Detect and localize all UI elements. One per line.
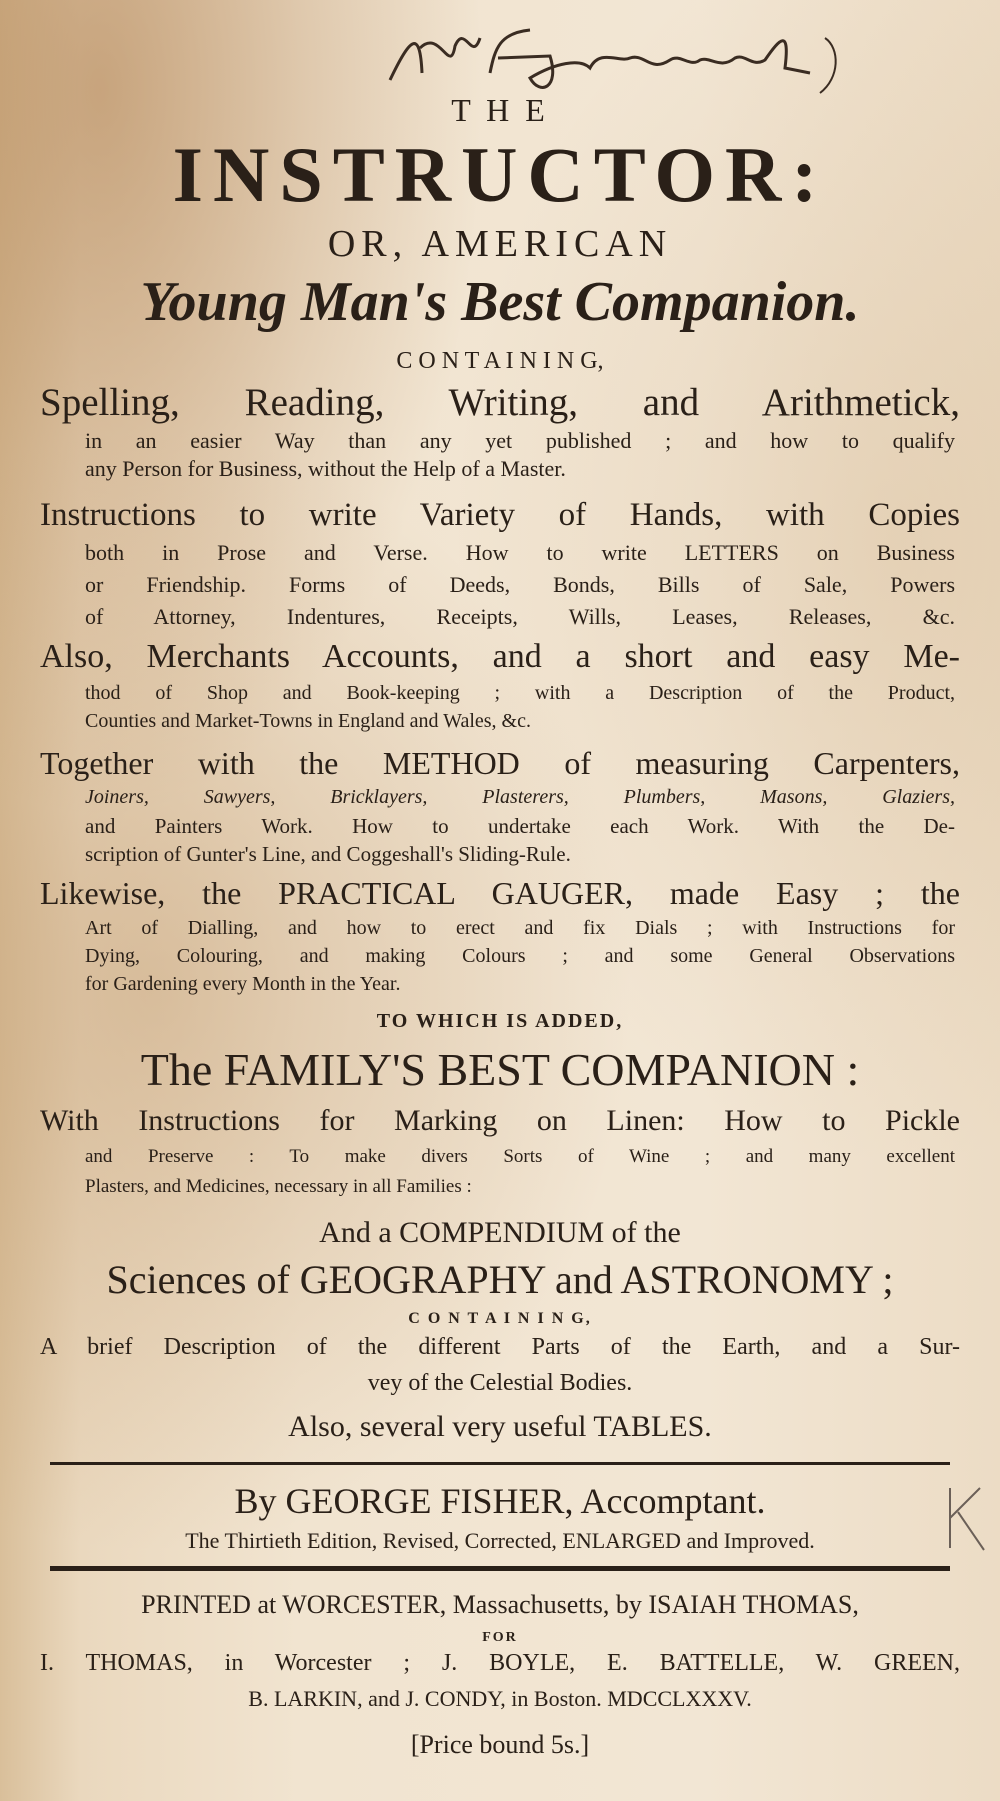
- imprint-sellers-2: B. LARKIN, and J. CONDY, in Boston. MDCCLXXXV.: [248, 1686, 752, 1711]
- added-line-3: Plasters, and Medicines, necessary in all Families :: [85, 1176, 472, 1197]
- section-1-line-2: any Person for Business, without the Help of a Master.: [85, 456, 566, 481]
- compendium-line: And a COMPENDIUM of the: [319, 1216, 681, 1249]
- title-the: T H E: [451, 92, 549, 128]
- section-5-line-3: for Gardening every Month in the Year.: [85, 973, 401, 995]
- title-or-american: OR, AMERICAN: [327, 223, 673, 265]
- containing-small-heading: C O N T A I N I N G,: [408, 1310, 592, 1327]
- section-2-line-3: of Attorney, Indentures, Receipts, Wills, Leases, Releases, &c.: [85, 604, 955, 629]
- section-5-line-2: Dying, Colouring, and making Colours ; and some General Observations: [85, 945, 955, 967]
- containing-heading: C O N T A I N I N G,: [396, 348, 604, 374]
- imprint-printed: PRINTED at WORCESTER, Massachusetts, by ISAIAH THOMAS,: [141, 1590, 859, 1619]
- section-5-line-1: Art of Dialling, and how to erect and fix Dials ; with Instructions for: [85, 917, 955, 939]
- brief-line-2: vey of the Celestial Bodies.: [367, 1370, 633, 1396]
- section-3-line-2: Counties and Market-Towns in England and Wales, &c.: [85, 710, 531, 732]
- subtitle: Young Man's Best Companion.: [140, 271, 860, 333]
- section-4-heading: Together with the METHOD of measuring Carpenters,: [40, 745, 960, 781]
- pencil-mark-k: [940, 1478, 990, 1558]
- family-title: The FAMILY'S BEST COMPANION :: [140, 1044, 860, 1095]
- imprint-for: FOR: [482, 1630, 518, 1645]
- section-1-line-1: in an easier Way than any yet published ; and how to qualify: [85, 428, 955, 453]
- tables-line: Also, several very useful TABLES.: [288, 1410, 712, 1443]
- imprint-sellers-1: I. THOMAS, in Worcester ; J. BOYLE, E. BATTELLE, W. GREEN,: [40, 1650, 960, 1676]
- divider-rule-2: [50, 1566, 950, 1571]
- section-4-line-1: Joiners, Sawyers, Bricklayers, Plasterers, Plumbers, Masons, Glaziers,: [85, 786, 955, 808]
- added-line-2: and Preserve : To make divers Sorts of Wine ; and many excellent: [85, 1146, 955, 1167]
- section-1-heading: Spelling, Reading, Writing, and Arithmetick,: [40, 381, 960, 424]
- divider-rule-1: [50, 1462, 950, 1465]
- section-2-line-1: both in Prose and Verse. How to write LETTERS on Business: [85, 540, 955, 565]
- section-4-line-2: and Painters Work. How to undertake each Work. With the De-: [85, 814, 955, 838]
- section-3-line-1: thod of Shop and Book-keeping ; with a Description of the Product,: [85, 682, 955, 704]
- section-2-heading: Instructions to write Variety of Hands, with Copies: [40, 497, 960, 533]
- main-title: INSTRUCTOR:: [172, 131, 828, 218]
- brief-line-1: A brief Description of the different Parts of the Earth, and a Sur-: [40, 1334, 960, 1360]
- section-2-line-2: or Friendship. Forms of Deeds, Bonds, Bills of Sale, Powers: [85, 572, 955, 597]
- edition-line: The Thirtieth Edition, Revised, Corrected, ENLARGED and Improved.: [185, 1528, 815, 1553]
- section-5-heading: Likewise, the PRACTICAL GAUGER, made Easy ; the: [40, 875, 960, 911]
- added-heading: TO WHICH IS ADDED,: [376, 1010, 624, 1032]
- section-4-line-3: scription of Gunter's Line, and Coggeshall's Sliding-Rule.: [85, 842, 571, 866]
- handwritten-signature: [380, 18, 850, 98]
- sciences-line: Sciences of GEOGRAPHY and ASTRONOMY ;: [106, 1257, 894, 1302]
- price-line: [Price bound 5s.]: [410, 1730, 590, 1759]
- section-3-heading: Also, Merchants Accounts, and a short and easy Me-: [40, 638, 960, 675]
- author-line: By GEORGE FISHER, Accomptant.: [234, 1481, 766, 1521]
- added-line-1: With Instructions for Marking on Linen: How to Pickle: [40, 1104, 960, 1137]
